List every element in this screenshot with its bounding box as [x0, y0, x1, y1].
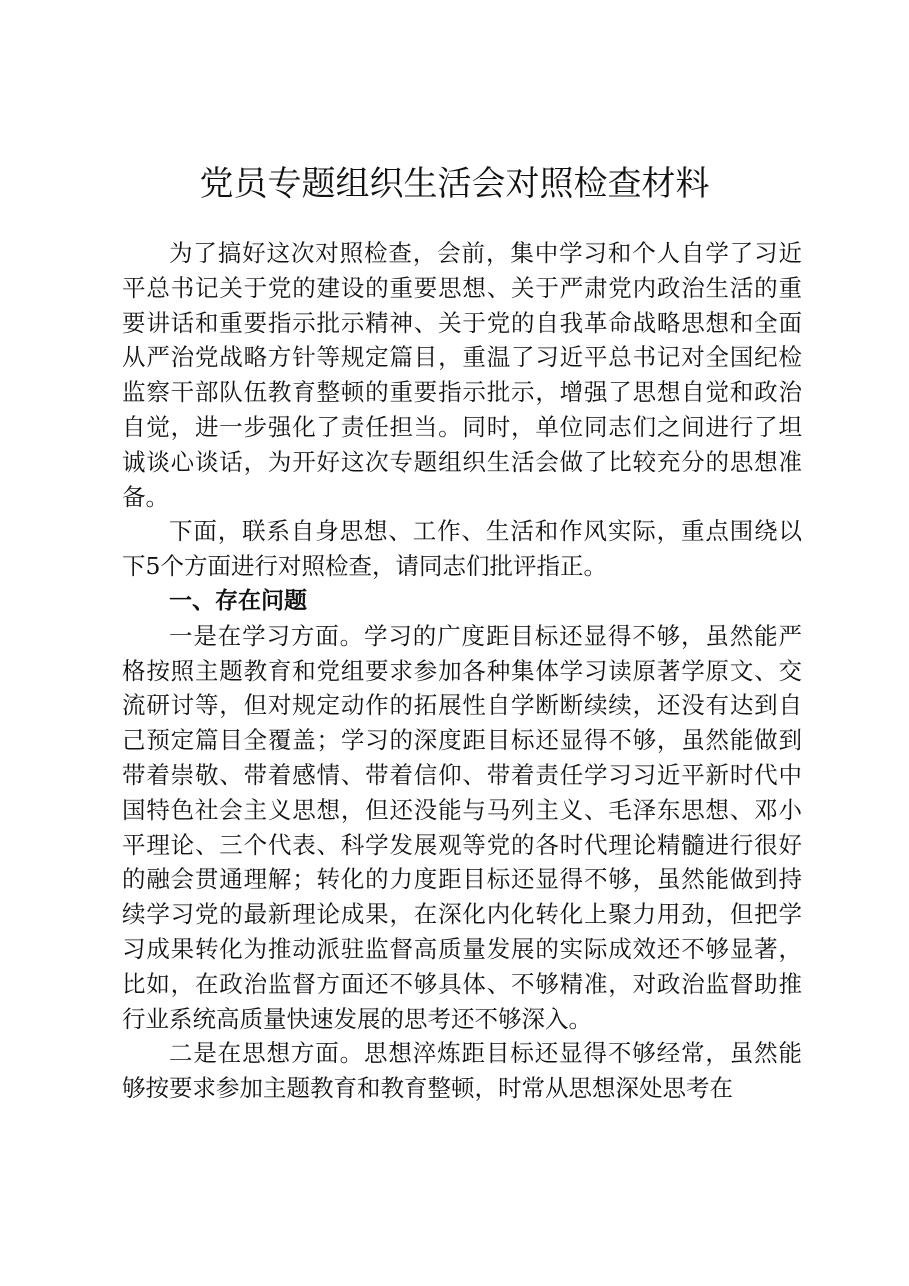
thought-paragraph: 二是在思想方面。思想淬炼距目标还显得不够经常，虽然能够按要求参加主题教育和教育整顿，时常从思想深处思考在 [122, 1039, 802, 1103]
document-title: 党员专题组织生活会对照检查材料 [199, 164, 710, 204]
scope-paragraph: 下面，联系自身思想、工作、生活和作风实际，重点围绕以下5个方面进行对照检查，请同志们批评指正。 [122, 517, 802, 581]
intro-paragraph: 为了搞好这次对照检查，会前，集中学习和个人自学了习近平总书记关于党的建设的重要思想、关于严肃党内政治生活的重要讲话和重要指示批示精神、关于党的自我革命战略思想和全面从严治党战略方针等规定篇目，重温了习近平总书记对全国纪检监察干部队伍教育整顿的重要指示批示，增强了思想自觉和政治自觉，进一步强化了责任担当。同时，单位同志们之间进行了坦诚谈心谈话，为开好这次专题组织生活会做了比较充分的思想准备。 [122, 239, 802, 511]
study-paragraph: 一是在学习方面。学习的广度距目标还显得不够，虽然能严格按照主题教育和党组要求参加各种集体学习读原著学原文、交流研讨等，但对规定动作的拓展性自学断断续续，还没有达到自己预定篇目全覆盖；学习的深度距目标还显得不够，虽然能做到带着崇敬、带着感情、带着信仰、带着责任学习习近平新时代中国特色社会主义思想，但还没能与马列主义、毛泽东思想、邓小平理论、三个代表、科学发展观等党的各时代理论精髓进行很好的融会贯通理解；转化的力度距目标还显得不够，虽然能做到持续学习党的最新理论成果，在深化内化转化上聚力用劲，但把学习成果转化为推动派驻监督高质量发展的实际成效还不够显著，比如，在政治监督方面还不够具体、不够精准，对政治监督助推行业系统高质量快速发展的思考还不够深入。 [122, 621, 802, 1033]
document-body [122, 236, 802, 1106]
section-heading: 一、存在问题 [169, 587, 307, 614]
